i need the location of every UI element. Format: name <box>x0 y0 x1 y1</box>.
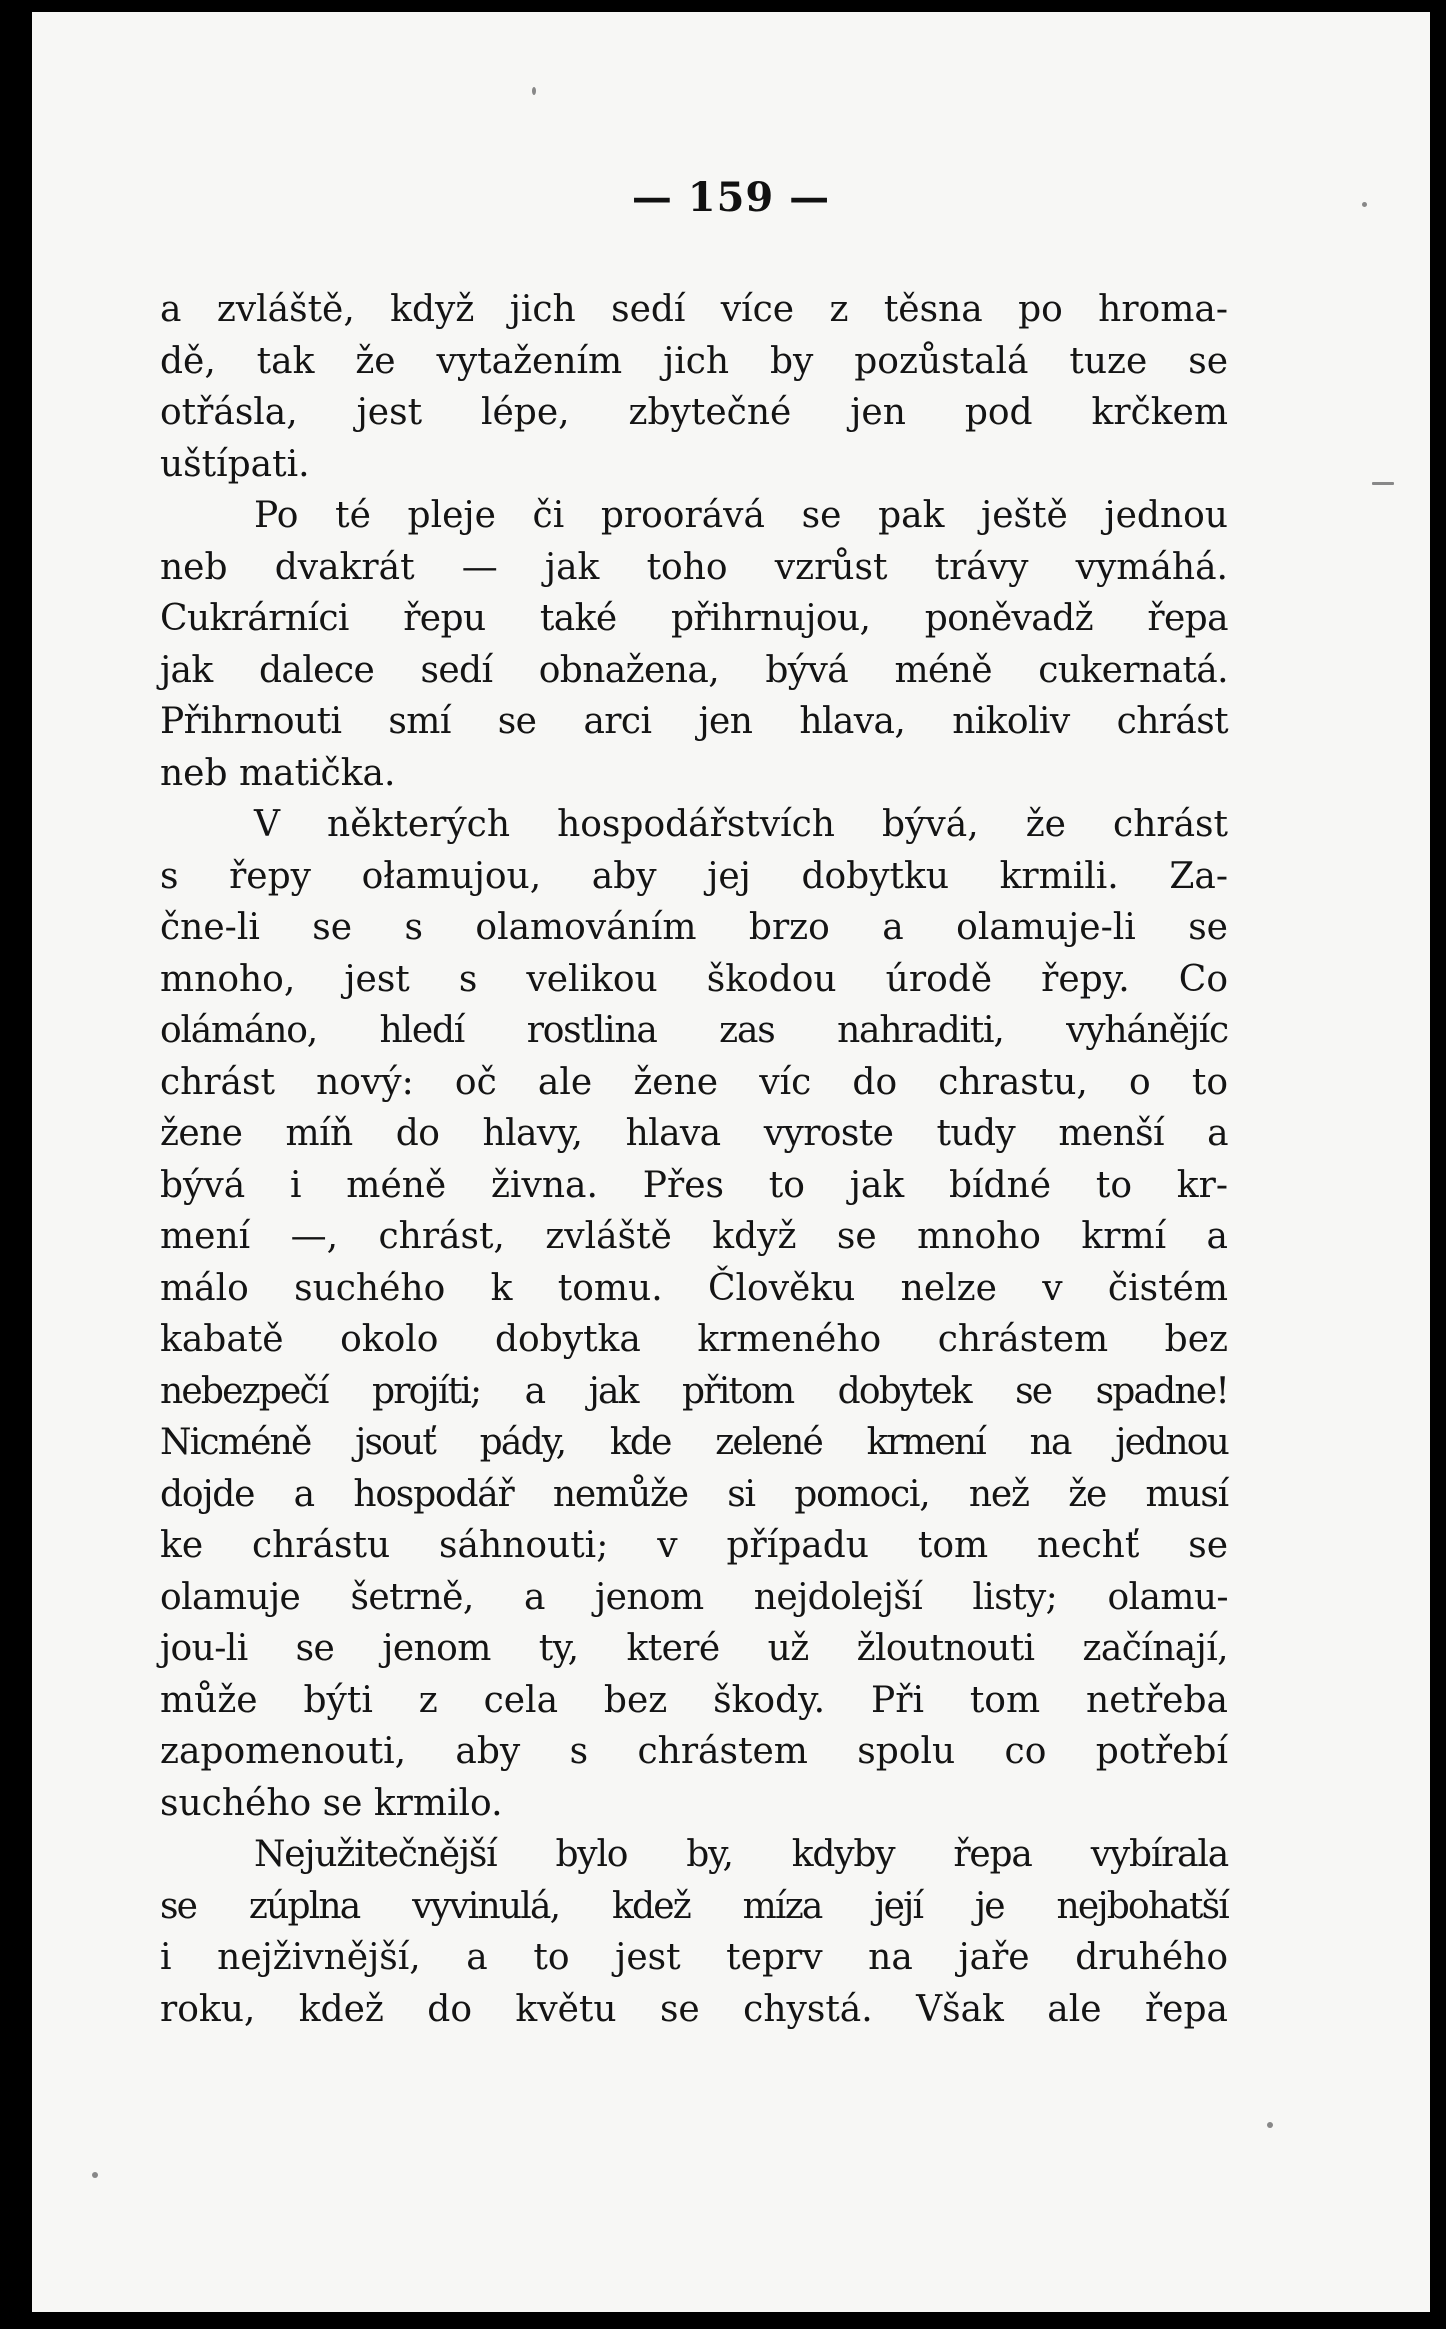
text-line: dě, tak že vytažením jich by pozůstalá tuze se <box>160 340 1228 382</box>
text-line: suchého se krmilo. <box>160 1782 503 1824</box>
text-line: nebezpečí projíti; a jak přitom dobytek se spadne! <box>160 1370 1228 1412</box>
paper-speck <box>1267 2122 1273 2128</box>
text-line: může býti z cela bez škody. Při tom netřeba <box>160 1679 1228 1721</box>
text-line: žene míň do hlavy, hlava vyroste tudy menší a <box>160 1113 1228 1154</box>
paper-speck <box>92 2172 98 2178</box>
text-line: Cukrárníci řepu také přihrnujou, poněvadž řepa <box>160 598 1228 639</box>
text-line: V některých hospodářstvích bývá, že chrást <box>254 804 1228 845</box>
text-line: Přihrnouti smí se arci jen hlava, nikoliv chrást <box>160 701 1228 742</box>
text-line: bývá i méně živna. Přes to jak bídné to kr- <box>160 1164 1228 1206</box>
text-line: Po té pleje či proorává se pak ještě jednou <box>254 495 1228 536</box>
text-line: neb dvakrát — jak toho vzrůst trávy vymáhá. <box>160 546 1228 588</box>
text-line: roku, kdež do květu se chystá. Však ale řepa <box>160 1988 1228 2030</box>
text-line: olámáno, hledí rostlina zas nahraditi, vyhánějíc <box>160 1010 1228 1051</box>
book-page <box>32 12 1430 2312</box>
text-line: Nicméně jsouť pády, kde zelené krmení na jednou <box>160 1422 1228 1463</box>
text-line: málo suchého k tomu. Člověku nelze v čistém <box>160 1267 1228 1309</box>
paper-speck <box>1362 202 1367 207</box>
text-line: jou-li se jenom ty, které už žloutnouti začínají, <box>160 1628 1228 1669</box>
text-line: čne-li se s olamováním brzo a olamuje-li se <box>160 907 1228 948</box>
text-line: se zúplna vyvinulá, kdež míza její je nejbohatší <box>160 1885 1228 1927</box>
text-line: Nejužitečnější bylo by, kdyby řepa vybírala <box>254 1834 1228 1875</box>
text-line: jak dalece sedí obnažena, bývá méně cukernatá. <box>160 649 1228 691</box>
text-line: ke chrástu sáhnouti; v případu tom nechť se <box>160 1525 1228 1566</box>
text-line: chrást nový: oč ale žene víc do chrastu, o to <box>160 1061 1228 1103</box>
text-line: a zvláště, když jich sedí více z těsna po hroma- <box>160 289 1228 330</box>
text-line: neb matička. <box>160 752 396 794</box>
text-line: otřásla, jest lépe, zbytečné jen pod krčkem <box>160 392 1228 433</box>
paper-speck <box>1372 482 1394 485</box>
page-number: — 159 — <box>631 174 831 221</box>
text-line: mnoho, jest s velikou škodou úrodě řepy. Co <box>160 958 1228 1000</box>
text-line: mení —, chrást, zvláště když se mnoho krmí a <box>160 1216 1228 1257</box>
paper-speck <box>532 87 536 95</box>
text-line: kabatě okolo dobytka krmeného chrástem bez <box>160 1319 1228 1360</box>
text-line: i nejživnější, a to jest teprv na jaře druhého <box>160 1937 1228 1978</box>
text-line: olamuje šetrně, a jenom nejdolejší listy; olamu- <box>160 1576 1228 1618</box>
text-line: uštípati. <box>160 443 310 485</box>
body-text <box>160 284 1228 2035</box>
text-line: dojde a hospodář nemůže si pomoci, než že musí <box>160 1473 1228 1515</box>
text-line: s řepy ołamujou, aby jej dobytku krmili. Za- <box>160 855 1228 897</box>
text-line: zapomenouti, aby s chrástem spolu co potřebí <box>160 1731 1228 1772</box>
